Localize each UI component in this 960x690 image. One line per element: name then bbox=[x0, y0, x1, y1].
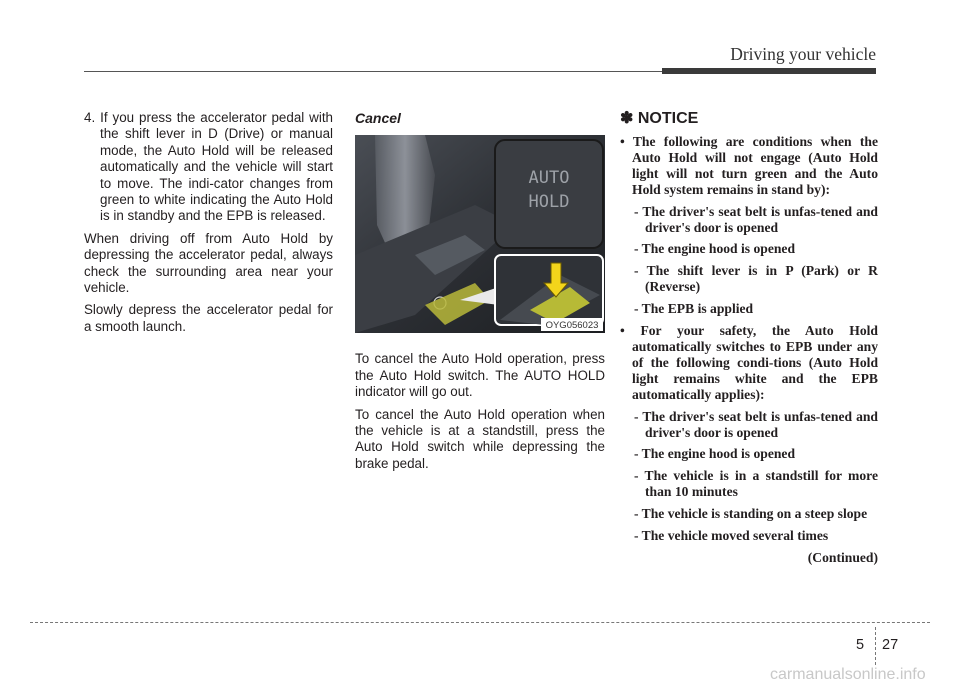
cancel-paragraph-2: To cancel the Auto Hold operation when the vehicle is at a standstill, press the Auto Hold switch while depressing the brake pedal. bbox=[355, 406, 605, 471]
notice-symbol-icon: ✽ bbox=[620, 110, 634, 127]
smooth-launch-paragraph: Slowly depress the accelerator pedal for a smooth launch. bbox=[84, 302, 333, 334]
notice-subitem: - The vehicle is in a standstill for more than 10 minutes bbox=[634, 468, 878, 500]
figure-code: OYG056023 bbox=[545, 320, 599, 332]
footer-rule bbox=[30, 622, 930, 623]
notice-subitem: - The shift lever is in P (Park) or R (Reverse) bbox=[634, 263, 878, 295]
notice-column bbox=[620, 110, 878, 572]
notice-subitem: - The engine hood is opened bbox=[634, 446, 796, 462]
notice-subitem: - The vehicle is standing on a steep slope bbox=[634, 506, 868, 522]
section-title: Driving your vehicle bbox=[730, 44, 876, 64]
bullet-icon: • bbox=[620, 323, 625, 339]
notice-list bbox=[620, 134, 878, 566]
drive-off-paragraph: When driving off from Auto Hold by depressing the accelerator pedal, always check the surrounding area near your vehicle. bbox=[84, 230, 333, 296]
page-number-divider bbox=[875, 627, 876, 665]
page-number: 27 bbox=[882, 637, 899, 653]
notice-subitem: - The vehicle moved several times bbox=[634, 528, 829, 544]
bullet-icon: • bbox=[620, 134, 625, 149]
middle-column bbox=[355, 110, 605, 478]
header-accent-bar bbox=[662, 68, 876, 74]
auto-hold-switch-figure bbox=[355, 135, 605, 333]
console-illustration bbox=[355, 135, 605, 333]
notice-item bbox=[620, 134, 878, 198]
continued-label: (Continued) bbox=[807, 549, 878, 565]
left-column bbox=[84, 110, 333, 341]
notice-subitem: - The engine hood is opened bbox=[634, 241, 796, 257]
auto-indicator-line1: AUTO bbox=[528, 168, 570, 189]
step-4-text: 4. If you press the accelerator pedal with the shift lever in D (Drive) or manual mode, the Auto Hold will be released automatically and the vehicle will start to move. The indi-cator changes from green to white indicating the Auto Hold is in standby and the EPB is released. bbox=[84, 110, 333, 224]
notice-subitem: - The driver's seat belt is unfas-tened and driver's door is opened bbox=[634, 408, 878, 440]
notice-item-text: The following are conditions when the Auto Hold will not engage (Auto Hold light will not turn green and the Auto Hold system remains in stand by): bbox=[632, 134, 878, 197]
auto-indicator-line2: HOLD bbox=[528, 192, 570, 213]
notice-heading-text: NOTICE bbox=[637, 110, 699, 127]
notice-heading bbox=[620, 110, 878, 128]
notice-item-text: For your safety, the Auto Hold automatically switches to EPB under any of the following condi-tions (Auto Hold light remains white and the EPB automatically applies): bbox=[632, 323, 878, 402]
notice-subitem: - The driver's seat belt is unfas-tened and driver's door is opened bbox=[634, 203, 878, 235]
notice-item bbox=[620, 323, 878, 403]
site-watermark: carmanualsonline.info bbox=[770, 666, 926, 683]
cancel-heading: Cancel bbox=[355, 110, 401, 126]
chapter-number: 5 bbox=[856, 637, 865, 653]
cancel-paragraph-1: To cancel the Auto Hold operation, press the Auto Hold switch. The AUTO HOLD indicator will go out. bbox=[355, 351, 605, 400]
notice-subitem: - The EPB is applied bbox=[634, 301, 754, 317]
